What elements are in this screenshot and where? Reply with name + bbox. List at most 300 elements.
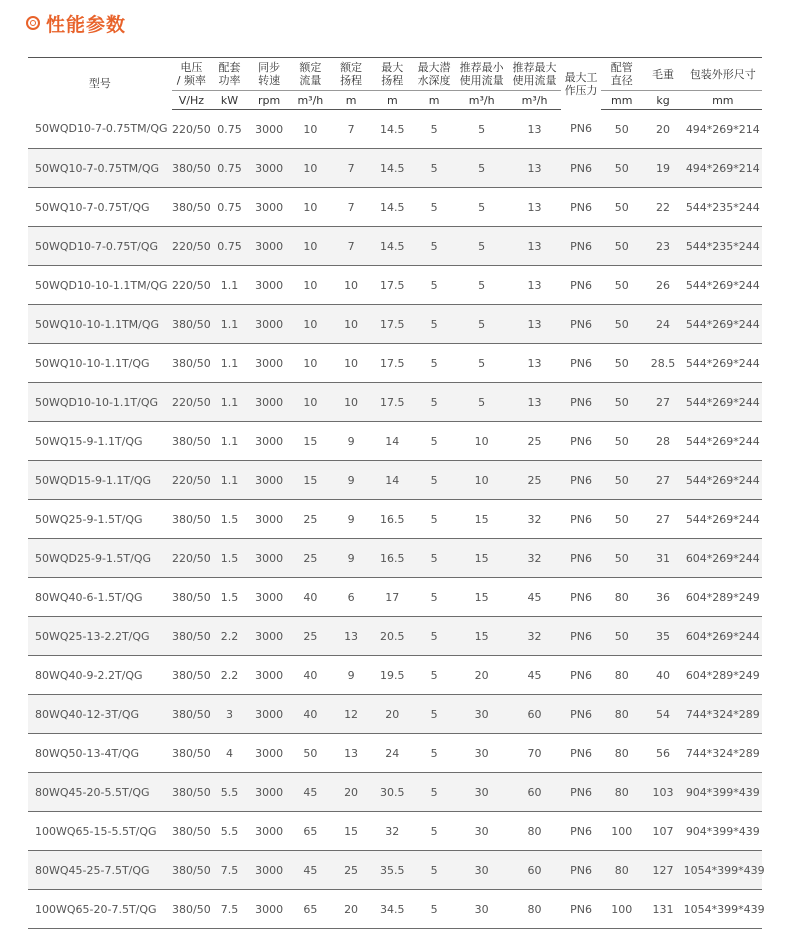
cell-weight: 54 xyxy=(642,695,683,734)
cell-package: 604*289*249 xyxy=(684,656,762,695)
cell-weight: 103 xyxy=(642,773,683,812)
header-flow: 额定 流量 xyxy=(299,61,322,87)
cell-weight: 127 xyxy=(642,851,683,890)
header-max-flow: 推荐最大 使用流量 xyxy=(512,61,557,87)
cell-package: 604*269*244 xyxy=(684,617,762,656)
cell-weight: 24 xyxy=(642,305,683,344)
cell-min-flow: 15 xyxy=(455,539,508,578)
cell-pressure: PN6 xyxy=(561,188,601,227)
cell-package: 744*324*289 xyxy=(684,734,762,773)
cell-min-flow: 5 xyxy=(455,110,508,149)
cell-weight: 28.5 xyxy=(642,344,683,383)
cell-flow: 50 xyxy=(290,734,330,773)
cell-head: 10 xyxy=(330,344,371,383)
cell-speed: 3000 xyxy=(248,344,290,383)
cell-flow: 15 xyxy=(290,461,330,500)
cell-max-head: 14.5 xyxy=(372,110,413,149)
cell-pressure: PN6 xyxy=(561,149,601,188)
cell-power: 1.1 xyxy=(211,383,248,422)
cell-pressure: PN6 xyxy=(561,656,601,695)
cell-head: 6 xyxy=(330,578,371,617)
cell-max-head: 14.5 xyxy=(372,149,413,188)
cell-min-flow: 15 xyxy=(455,500,508,539)
cell-max-flow: 32 xyxy=(508,617,561,656)
cell-power: 0.75 xyxy=(211,188,248,227)
cell-flow: 10 xyxy=(290,188,330,227)
cell-pipe: 50 xyxy=(601,110,642,149)
cell-voltage: 380/50 xyxy=(172,188,211,227)
cell-flow: 10 xyxy=(290,149,330,188)
cell-max-depth: 5 xyxy=(413,500,455,539)
cell-speed: 3000 xyxy=(248,656,290,695)
cell-package: 494*269*214 xyxy=(684,149,762,188)
unit-power: kW xyxy=(211,91,248,110)
cell-min-flow: 30 xyxy=(455,734,508,773)
cell-power: 0.75 xyxy=(211,110,248,149)
cell-power: 4 xyxy=(211,734,248,773)
cell-min-flow: 10 xyxy=(455,461,508,500)
cell-pipe: 50 xyxy=(601,344,642,383)
cell-model: 80WQ40-12-3T/QG xyxy=(28,695,172,734)
header-max-head: 最大 扬程 xyxy=(381,61,404,87)
cell-voltage: 220/50 xyxy=(172,266,211,305)
cell-pipe: 50 xyxy=(601,383,642,422)
cell-speed: 3000 xyxy=(248,227,290,266)
cell-pressure: PN6 xyxy=(561,734,601,773)
cell-max-head: 16.5 xyxy=(372,500,413,539)
cell-min-flow: 5 xyxy=(455,266,508,305)
cell-pressure: PN6 xyxy=(561,110,601,149)
cell-max-head: 24 xyxy=(372,734,413,773)
cell-min-flow: 5 xyxy=(455,149,508,188)
cell-pipe: 50 xyxy=(601,422,642,461)
table-row xyxy=(28,188,762,227)
page-title: 性能参数 xyxy=(46,13,127,36)
cell-max-flow: 45 xyxy=(508,656,561,695)
cell-pressure: PN6 xyxy=(561,500,601,539)
cell-package: 544*269*244 xyxy=(684,305,762,344)
cell-package: 494*269*214 xyxy=(684,110,762,149)
cell-weight: 22 xyxy=(642,188,683,227)
cell-voltage: 380/50 xyxy=(172,734,211,773)
unit-max-depth: m xyxy=(413,91,455,110)
cell-model: 50WQ15-9-1.1T/QG xyxy=(28,422,172,461)
cell-head: 10 xyxy=(330,266,371,305)
cell-weight: 28 xyxy=(642,422,683,461)
cell-voltage: 380/50 xyxy=(172,851,211,890)
cell-weight: 31 xyxy=(642,539,683,578)
cell-speed: 3000 xyxy=(248,110,290,149)
cell-pressure: PN6 xyxy=(561,617,601,656)
cell-power: 1.1 xyxy=(211,344,248,383)
header-model: 型号 xyxy=(88,77,111,91)
table-row xyxy=(28,695,762,734)
cell-head: 20 xyxy=(330,773,371,812)
cell-flow: 10 xyxy=(290,227,330,266)
cell-max-flow: 25 xyxy=(508,422,561,461)
cell-speed: 3000 xyxy=(248,305,290,344)
table-row xyxy=(28,617,762,656)
table-row xyxy=(28,890,762,929)
cell-pressure: PN6 xyxy=(561,851,601,890)
cell-power: 3 xyxy=(211,695,248,734)
cell-flow: 25 xyxy=(290,617,330,656)
cell-max-depth: 5 xyxy=(413,812,455,851)
cell-min-flow: 15 xyxy=(455,617,508,656)
cell-max-flow: 13 xyxy=(508,149,561,188)
cell-pipe: 50 xyxy=(601,227,642,266)
table-row xyxy=(28,149,762,188)
unit-max-flow: m³/h xyxy=(508,91,561,110)
cell-package: 544*235*244 xyxy=(684,188,762,227)
cell-pressure: PN6 xyxy=(561,773,601,812)
cell-pipe: 50 xyxy=(601,500,642,539)
cell-power: 5.5 xyxy=(211,773,248,812)
header-speed: 同步 转速 xyxy=(258,61,281,87)
cell-speed: 3000 xyxy=(248,149,290,188)
cell-head: 7 xyxy=(330,110,371,149)
header-max-depth: 最大潜 水深度 xyxy=(417,61,451,87)
cell-package: 1054*399*439 xyxy=(684,890,762,929)
cell-package: 544*269*244 xyxy=(684,461,762,500)
cell-weight: 107 xyxy=(642,812,683,851)
cell-voltage: 220/50 xyxy=(172,461,211,500)
table-row xyxy=(28,734,762,773)
cell-voltage: 380/50 xyxy=(172,344,211,383)
cell-pressure: PN6 xyxy=(561,539,601,578)
unit-weight: kg xyxy=(642,91,683,110)
cell-power: 2.2 xyxy=(211,656,248,695)
cell-voltage: 380/50 xyxy=(172,812,211,851)
table-row xyxy=(28,305,762,344)
cell-weight: 26 xyxy=(642,266,683,305)
cell-flow: 45 xyxy=(290,773,330,812)
cell-max-depth: 5 xyxy=(413,734,455,773)
unit-head: m xyxy=(330,91,371,110)
cell-min-flow: 30 xyxy=(455,773,508,812)
cell-voltage: 380/50 xyxy=(172,305,211,344)
cell-max-flow: 70 xyxy=(508,734,561,773)
cell-model: 80WQ45-25-7.5T/QG xyxy=(28,851,172,890)
cell-model: 100WQ65-15-5.5T/QG xyxy=(28,812,172,851)
cell-max-depth: 5 xyxy=(413,422,455,461)
cell-power: 1.5 xyxy=(211,578,248,617)
target-circle-icon xyxy=(26,16,40,30)
cell-model: 50WQD10-7-0.75T/QG xyxy=(28,227,172,266)
cell-pressure: PN6 xyxy=(561,695,601,734)
cell-voltage: 380/50 xyxy=(172,890,211,929)
cell-voltage: 380/50 xyxy=(172,149,211,188)
cell-speed: 3000 xyxy=(248,773,290,812)
cell-max-head: 17.5 xyxy=(372,344,413,383)
cell-power: 1.1 xyxy=(211,305,248,344)
cell-flow: 25 xyxy=(290,539,330,578)
cell-max-depth: 5 xyxy=(413,656,455,695)
cell-max-flow: 13 xyxy=(508,188,561,227)
cell-model: 50WQ25-13-2.2T/QG xyxy=(28,617,172,656)
cell-package: 544*269*244 xyxy=(684,500,762,539)
cell-package: 544*269*244 xyxy=(684,266,762,305)
cell-pipe: 50 xyxy=(601,617,642,656)
cell-max-depth: 5 xyxy=(413,383,455,422)
cell-weight: 27 xyxy=(642,500,683,539)
cell-speed: 3000 xyxy=(248,266,290,305)
cell-min-flow: 30 xyxy=(455,695,508,734)
cell-max-head: 16.5 xyxy=(372,539,413,578)
cell-pressure: PN6 xyxy=(561,305,601,344)
cell-weight: 20 xyxy=(642,110,683,149)
cell-voltage: 380/50 xyxy=(172,500,211,539)
cell-package: 744*324*289 xyxy=(684,695,762,734)
cell-pipe: 80 xyxy=(601,773,642,812)
cell-max-head: 14 xyxy=(372,422,413,461)
cell-max-depth: 5 xyxy=(413,773,455,812)
cell-max-depth: 5 xyxy=(413,149,455,188)
cell-pipe: 50 xyxy=(601,539,642,578)
cell-head: 7 xyxy=(330,188,371,227)
table-row xyxy=(28,383,762,422)
performance-table xyxy=(28,57,765,929)
cell-voltage: 380/50 xyxy=(172,617,211,656)
cell-speed: 3000 xyxy=(248,578,290,617)
cell-voltage: 220/50 xyxy=(172,110,211,149)
cell-pipe: 80 xyxy=(601,578,642,617)
section-title xyxy=(26,8,126,38)
table-row xyxy=(28,851,762,890)
cell-max-flow: 13 xyxy=(508,227,561,266)
cell-min-flow: 5 xyxy=(455,344,508,383)
cell-max-flow: 80 xyxy=(508,812,561,851)
cell-flow: 10 xyxy=(290,383,330,422)
cell-weight: 35 xyxy=(642,617,683,656)
cell-max-depth: 5 xyxy=(413,890,455,929)
cell-max-head: 17 xyxy=(372,578,413,617)
cell-max-flow: 25 xyxy=(508,461,561,500)
cell-max-flow: 13 xyxy=(508,266,561,305)
cell-model: 50WQ10-10-1.1TM/QG xyxy=(28,305,172,344)
unit-flow: m³/h xyxy=(290,91,330,110)
table-row xyxy=(28,461,762,500)
cell-voltage: 220/50 xyxy=(172,539,211,578)
cell-speed: 3000 xyxy=(248,851,290,890)
cell-flow: 65 xyxy=(290,890,330,929)
cell-pipe: 80 xyxy=(601,851,642,890)
table-row xyxy=(28,812,762,851)
cell-package: 544*269*244 xyxy=(684,422,762,461)
table-row xyxy=(28,539,762,578)
header-power: 配套 功率 xyxy=(218,61,241,87)
cell-max-head: 30.5 xyxy=(372,773,413,812)
cell-pipe: 50 xyxy=(601,305,642,344)
cell-power: 1.1 xyxy=(211,266,248,305)
cell-weight: 56 xyxy=(642,734,683,773)
cell-head: 7 xyxy=(330,227,371,266)
cell-speed: 3000 xyxy=(248,383,290,422)
cell-model: 80WQ40-6-1.5T/QG xyxy=(28,578,172,617)
cell-weight: 19 xyxy=(642,149,683,188)
unit-package: mm xyxy=(684,91,762,110)
cell-max-depth: 5 xyxy=(413,539,455,578)
cell-power: 1.1 xyxy=(211,422,248,461)
cell-head: 15 xyxy=(330,812,371,851)
cell-package: 604*269*244 xyxy=(684,539,762,578)
cell-model: 50WQ25-9-1.5T/QG xyxy=(28,500,172,539)
cell-model: 80WQ45-20-5.5T/QG xyxy=(28,773,172,812)
cell-power: 1.5 xyxy=(211,500,248,539)
cell-max-depth: 5 xyxy=(413,344,455,383)
cell-max-head: 35.5 xyxy=(372,851,413,890)
cell-flow: 15 xyxy=(290,422,330,461)
cell-model: 50WQD10-10-1.1TM/QG xyxy=(28,266,172,305)
cell-power: 1.5 xyxy=(211,539,248,578)
header-head: 额定 扬程 xyxy=(340,61,363,87)
cell-flow: 10 xyxy=(290,110,330,149)
cell-max-flow: 45 xyxy=(508,578,561,617)
cell-max-flow: 32 xyxy=(508,500,561,539)
table-row xyxy=(28,500,762,539)
cell-max-flow: 13 xyxy=(508,383,561,422)
cell-speed: 3000 xyxy=(248,422,290,461)
cell-model: 50WQD10-10-1.1T/QG xyxy=(28,383,172,422)
cell-model: 80WQ50-13-4T/QG xyxy=(28,734,172,773)
cell-power: 0.75 xyxy=(211,227,248,266)
cell-min-flow: 5 xyxy=(455,305,508,344)
cell-weight: 23 xyxy=(642,227,683,266)
cell-flow: 40 xyxy=(290,656,330,695)
cell-max-depth: 5 xyxy=(413,461,455,500)
cell-max-head: 14.5 xyxy=(372,227,413,266)
cell-pipe: 100 xyxy=(601,812,642,851)
cell-min-flow: 10 xyxy=(455,422,508,461)
cell-max-head: 20 xyxy=(372,695,413,734)
cell-speed: 3000 xyxy=(248,890,290,929)
unit-max-head: m xyxy=(372,91,413,110)
cell-pressure: PN6 xyxy=(561,266,601,305)
table-row xyxy=(28,422,762,461)
cell-flow: 40 xyxy=(290,578,330,617)
header-weight: 毛重 xyxy=(652,67,674,81)
cell-pipe: 50 xyxy=(601,266,642,305)
cell-package: 544*269*244 xyxy=(684,344,762,383)
cell-power: 5.5 xyxy=(211,812,248,851)
cell-speed: 3000 xyxy=(248,812,290,851)
cell-pipe: 80 xyxy=(601,695,642,734)
cell-min-flow: 30 xyxy=(455,851,508,890)
cell-max-head: 34.5 xyxy=(372,890,413,929)
cell-package: 604*289*249 xyxy=(684,578,762,617)
cell-power: 2.2 xyxy=(211,617,248,656)
cell-head: 9 xyxy=(330,422,371,461)
cell-max-depth: 5 xyxy=(413,305,455,344)
cell-min-flow: 20 xyxy=(455,656,508,695)
cell-package: 544*235*244 xyxy=(684,227,762,266)
cell-pipe: 80 xyxy=(601,656,642,695)
cell-max-depth: 5 xyxy=(413,110,455,149)
cell-model: 50WQD10-7-0.75TM/QG xyxy=(28,110,172,149)
cell-model: 100WQ65-20-7.5T/QG xyxy=(28,890,172,929)
cell-max-flow: 13 xyxy=(508,344,561,383)
cell-weight: 36 xyxy=(642,578,683,617)
cell-pipe: 80 xyxy=(601,734,642,773)
cell-pressure: PN6 xyxy=(561,461,601,500)
cell-head: 13 xyxy=(330,617,371,656)
cell-min-flow: 30 xyxy=(455,812,508,851)
cell-model: 50WQ10-7-0.75TM/QG xyxy=(28,149,172,188)
cell-max-flow: 13 xyxy=(508,305,561,344)
cell-flow: 10 xyxy=(290,305,330,344)
table-row xyxy=(28,578,762,617)
cell-pipe: 100 xyxy=(601,890,642,929)
cell-head: 7 xyxy=(330,149,371,188)
cell-pipe: 50 xyxy=(601,461,642,500)
cell-max-flow: 32 xyxy=(508,539,561,578)
cell-flow: 10 xyxy=(290,266,330,305)
cell-package: 904*399*439 xyxy=(684,812,762,851)
cell-speed: 3000 xyxy=(248,539,290,578)
cell-package: 1054*399*439 xyxy=(684,851,762,890)
cell-max-depth: 5 xyxy=(413,851,455,890)
header-voltage: 电压 / 频率 xyxy=(176,61,206,87)
table-body xyxy=(28,110,765,929)
cell-flow: 25 xyxy=(290,500,330,539)
cell-max-depth: 5 xyxy=(413,266,455,305)
table-row xyxy=(28,656,762,695)
cell-flow: 45 xyxy=(290,851,330,890)
cell-max-depth: 5 xyxy=(413,578,455,617)
cell-power: 7.5 xyxy=(211,890,248,929)
cell-max-head: 17.5 xyxy=(372,305,413,344)
cell-pressure: PN6 xyxy=(561,890,601,929)
cell-max-head: 17.5 xyxy=(372,383,413,422)
cell-flow: 65 xyxy=(290,812,330,851)
cell-head: 9 xyxy=(330,539,371,578)
cell-model: 80WQ40-9-2.2T/QG xyxy=(28,656,172,695)
cell-weight: 131 xyxy=(642,890,683,929)
cell-speed: 3000 xyxy=(248,734,290,773)
cell-power: 1.1 xyxy=(211,461,248,500)
cell-pressure: PN6 xyxy=(561,578,601,617)
cell-head: 25 xyxy=(330,851,371,890)
unit-pipe: mm xyxy=(601,91,642,110)
table-row xyxy=(28,266,762,305)
cell-speed: 3000 xyxy=(248,188,290,227)
cell-speed: 3000 xyxy=(248,461,290,500)
header-pressure: 最大工 作压力 xyxy=(564,70,598,97)
cell-max-flow: 13 xyxy=(508,110,561,149)
cell-pressure: PN6 xyxy=(561,344,601,383)
header-pipe: 配管 直径 xyxy=(610,61,633,87)
cell-max-head: 32 xyxy=(372,812,413,851)
table-row xyxy=(28,227,762,266)
cell-pressure: PN6 xyxy=(561,383,601,422)
cell-min-flow: 5 xyxy=(455,227,508,266)
unit-speed: rpm xyxy=(248,91,290,110)
cell-flow: 40 xyxy=(290,695,330,734)
cell-model: 50WQD25-9-1.5T/QG xyxy=(28,539,172,578)
cell-head: 9 xyxy=(330,461,371,500)
cell-min-flow: 15 xyxy=(455,578,508,617)
cell-max-depth: 5 xyxy=(413,695,455,734)
cell-head: 10 xyxy=(330,305,371,344)
cell-max-head: 14 xyxy=(372,461,413,500)
header-min-flow: 推荐最小 使用流量 xyxy=(459,61,504,87)
cell-head: 10 xyxy=(330,383,371,422)
cell-package: 904*399*439 xyxy=(684,773,762,812)
cell-voltage: 380/50 xyxy=(172,773,211,812)
table-row xyxy=(28,773,762,812)
cell-model: 50WQD15-9-1.1T/QG xyxy=(28,461,172,500)
cell-min-flow: 30 xyxy=(455,890,508,929)
